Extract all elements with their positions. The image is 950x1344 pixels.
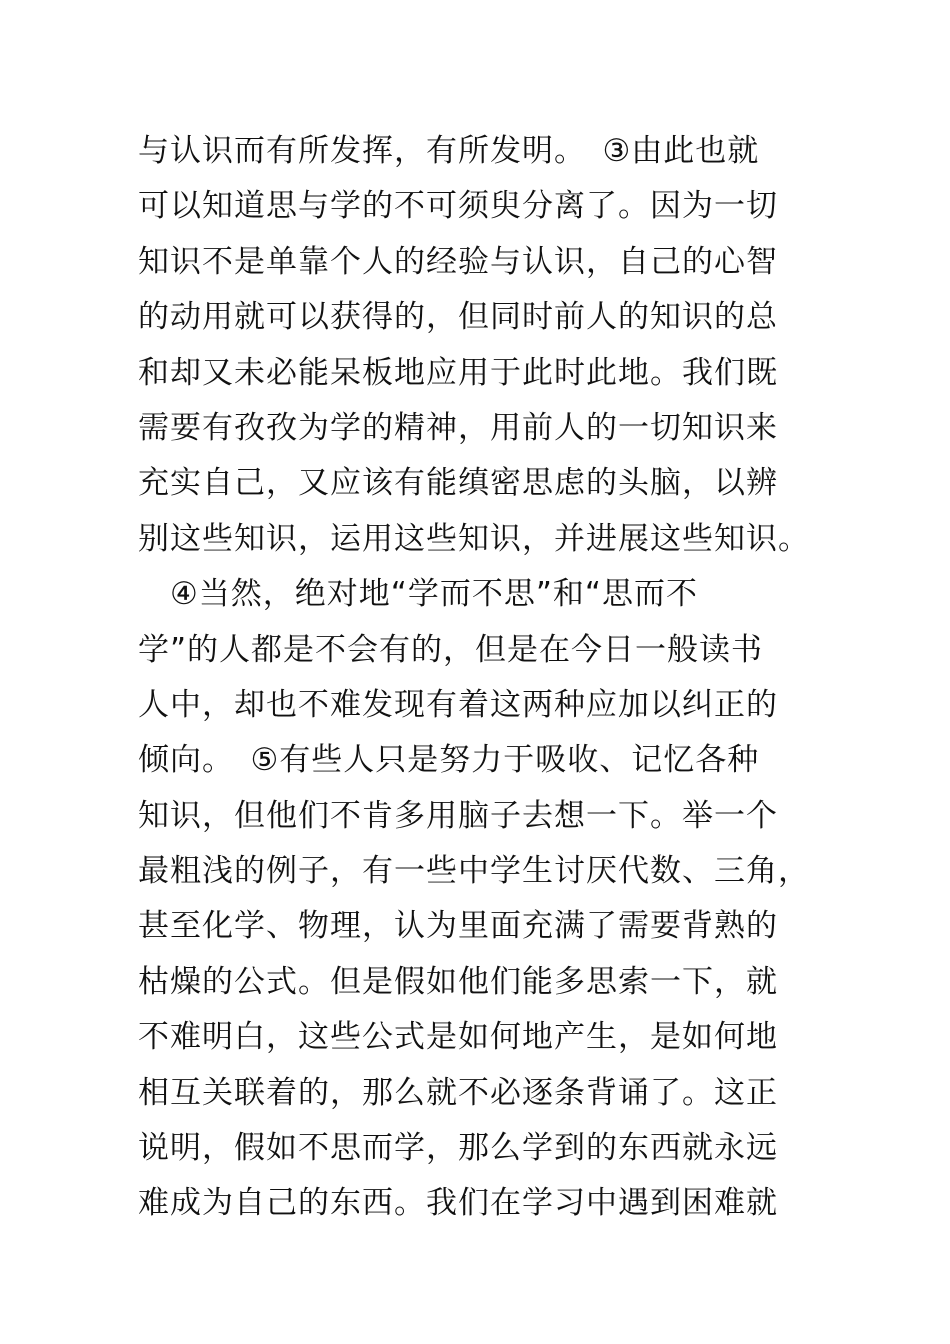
text-line: 学”的人都是不会有的，但是在今日一般读书: [138, 631, 764, 668]
text-line: 可以知道思与学的不可须臾分离了。因为一切: [138, 188, 778, 225]
text-line: 的动用就可以获得的，但同时前人的知识的总: [138, 299, 778, 336]
text-line: 充实自己，又应该有能缜密思虑的头脑，以辨: [138, 465, 778, 502]
text-line: 倾向。 ⑤有些人只是努力于吸收、记忆各种: [138, 742, 760, 779]
text-line: 甚至化学、物理，认为里面充满了需要背熟的: [138, 908, 778, 945]
text-line: 难成为自己的东西。我们在学习中遇到困难就: [138, 1185, 778, 1222]
text-line: 与认识而有所发挥，有所发明。 ③由此也就: [138, 133, 760, 169]
text-line: 和却又未必能呆板地应用于此时此地。我们既: [138, 354, 778, 391]
text-line: 人中，却也不难发现有着这两种应加以纠正的: [138, 686, 778, 723]
text-line: 说明，假如不思而学，那么学到的东西就永远: [138, 1130, 778, 1167]
text-line: ④当然，绝对地“学而不思”和“思而不: [138, 576, 698, 613]
body-text: [138, 124, 838, 1232]
text-line: 需要有孜孜为学的精神，用前人的一切知识来: [138, 409, 778, 446]
text-line: 最粗浅的例子，有一些中学生讨厌代数、三角，: [138, 853, 810, 890]
text-line: 别这些知识，运用这些知识，并进展这些知识。: [138, 520, 810, 557]
text-line: 不难明白，这些公式是如何地产生，是如何地: [138, 1019, 778, 1056]
text-line: 知识不是单靠个人的经验与认识，自己的心智: [138, 243, 778, 280]
text-line: 相互关联着的，那么就不必逐条背诵了。这正: [138, 1074, 778, 1111]
text-line: 枯燥的公式。但是假如他们能多思索一下，就: [138, 963, 778, 1000]
text-line: 知识，但他们不肯多用脑子去想一下。举一个: [138, 797, 778, 834]
